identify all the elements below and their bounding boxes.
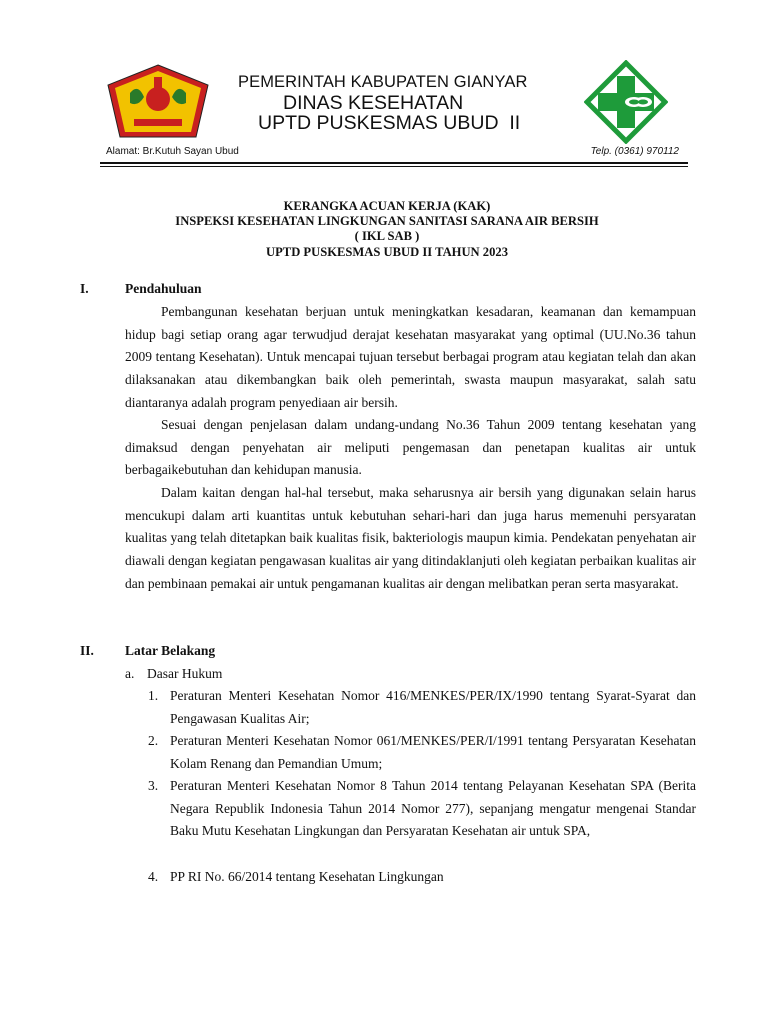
paragraph: Dalam kaitan dengan hal-hal tersebut, maka seharusnya air bersih yang digunakan selain harus mencukupi dalam arti kuantitas untuk kebutuhan sehari-hari dan juga harus memenuhi persyaratan kualitas yang telah ditetapkan baik kualitas fisik, bakteriologis maupun kimia. Pendekatan penyehatan air diawali dengan kegiatan pengawasan kualitas air yang ditindaklanjuti oleh kegiatan perbaikan kualitas air dan pembinaan pemakai air untuk pengamanan kualitas air dengan melibatkan peran serta masyarakat. — [125, 485, 696, 591]
list-item — [148, 730, 696, 775]
section-number: I. — [80, 281, 89, 296]
subsection-label: a. — [125, 666, 135, 681]
list-item — [148, 685, 696, 730]
section-title: Pendahuluan — [125, 281, 202, 296]
list-item — [148, 866, 696, 889]
letterhead-department: DINAS KESEHATAN — [283, 92, 464, 114]
letterhead-government: PEMERINTAH KABUPATEN GIANYAR — [238, 73, 528, 91]
list-item — [148, 775, 696, 843]
letterhead-rule-thin — [100, 166, 688, 167]
gianyar-emblem-icon — [104, 63, 212, 143]
list-text: Peraturan Menteri Kesehatan Nomor 061/MENKES/PER/I/1991 tentang Persyaratan Kesehatan Kolam Renang dan Pemandian Umum; — [170, 733, 696, 771]
doc-title-line4: UPTD PUSKESMAS UBUD II TAHUN 2023 — [266, 245, 508, 259]
list-number: 3. — [148, 778, 159, 793]
letterhead-rule — [100, 162, 688, 164]
list-text: Peraturan Menteri Kesehatan Nomor 416/MENKES/PER/IX/1990 tentang Syarat-Syarat dan Pengawasan Kualitas Air; — [170, 688, 696, 726]
subsection-title: Dasar Hukum — [147, 666, 223, 681]
subsection-heading — [125, 666, 222, 682]
paragraph: Pembangunan kesehatan berjuan untuk meningkatkan kesadaran, keamanan dan kemampuan hidup bagi setiap orang agar terwudjud derajat kesehatan masyarakat yang optimal (UU.No.36 tahun 2009 tentang Kesehatan). Untuk mencapai tujuan tersebut berbagai program atau kegiatan telah dan akan dilaksanakan atau dikembangkan baik oleh pemerintah, swasta maupun masyarakat, salah satu diantaranya adalah program penyediaan air bersih. — [125, 304, 696, 410]
list-number: 2. — [148, 733, 159, 748]
list-text: PP RI No. 66/2014 tentang Kesehatan Lingkungan — [170, 869, 444, 884]
section-number: II. — [80, 643, 94, 658]
list-text: Peraturan Menteri Kesehatan Nomor 8 Tahun 2014 tentang Pelayanan Kesehatan SPA (Berita Negara Republik Indonesia Tahun 2014 Nomor 277), sepanjang mengatur mengenai Standar Baku Mutu Kesehatan Lingkungan dan Persyaratan Kesehatan air untuk SPA, — [170, 778, 696, 839]
doc-title-line3: ( IKL SAB ) — [354, 229, 420, 243]
list-number: 1. — [148, 688, 159, 703]
letterhead-address: Alamat: Br.Kutuh Sayan Ubud — [106, 146, 239, 157]
letterhead-phone: Telp. (0361) 970112 — [590, 146, 679, 157]
paragraph: Sesuai dengan penjelasan dalam undang-undang No.36 Tahun 2009 tentang kesehatan yang dimaksud dengan penyehatan air meliputi pengemasan dan penetapan kualitas air untuk berbagaikebutuhan dan kehidupan manusia. — [125, 417, 696, 478]
section-title: Latar Belakang — [125, 643, 216, 658]
letterhead-unit: UPTD PUSKESMAS UBUD II — [258, 112, 521, 134]
puskesmas-logo-icon — [584, 60, 668, 144]
doc-title-line2: INSPEKSI KESEHATAN LINGKUNGAN SANITASI SARANA AIR BERSIH — [175, 214, 599, 228]
doc-title-line1: KERANGKA ACUAN KERJA (KAK) — [283, 199, 491, 213]
list-number: 4. — [148, 869, 159, 884]
